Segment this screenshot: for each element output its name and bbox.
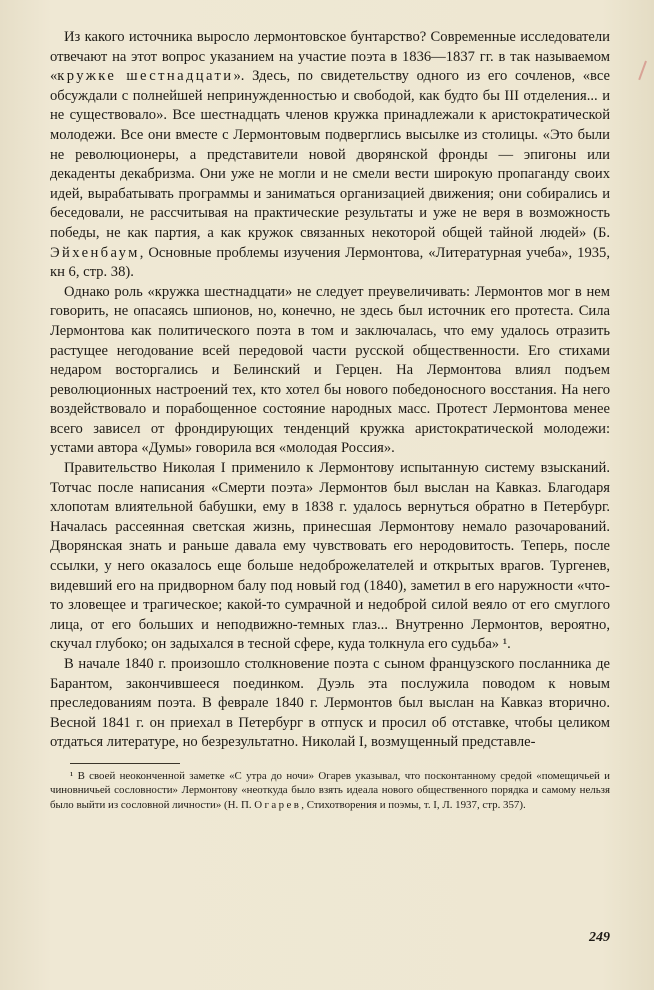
paragraph-1-text-a: Из какого источника выросло лермонтовское бунтарство? Современные исследователи отвечают на этот вопрос указанием на участие поэта в 1836—1837 гг. в так называемом « (50, 29, 610, 85)
pencil-mark (625, 56, 647, 80)
paragraph-2: Однако роль «кружка шестнадцати» не следует преувеличивать: Лермонтов мог в нем говорить, не опасаясь шпионов, но, конечно, не здесь был источник его протеста. Сила Лермонтова как политического поэта в том и заключалась, что ему удалось отразить растущее негодование всей передовой части русской общественности. Его стихами недаром восторгались и Белинский и Герцен. На Лермонтова влиял подъем революционных настроений тех, кто хотел бы нового победоносного восстания. На него воздействовало и порабощенное состояние народных масс. Протест Лермонтова менее всего зависел от фрондирующих тенденций кружка аристократической молодежи: устами автора «Думы» говорила вся «молодая Россия». (50, 283, 610, 457)
footnote-author-spaced: Огарев (254, 798, 302, 811)
paragraph-1-text-c: , Основные проблемы изучения Лермонтова, «Литературная учеба», 1935, кн 6, стр. 38). (50, 244, 610, 281)
paragraph-4: В начале 1840 г. произошло столкновение поэта с сыном французского посланника де Барантом, закончившееся поединком. Дуэль эта послужила поводом к новым преследованиям поэта. В феврале 1840 г. Лермонтов был выслан на Кавказ вторично. Весной 1841 г. он приехал в Петербург в отпуск и просил об отставке, чтобы целиком отдаться литературе, но безрезультатно. Николай I, возмущенный представле- (50, 656, 610, 751)
paragraph-1-text-b: ». Здесь, по свидетельству одного из его сочленов, «все обсуждали с полнейшей непринужденностью и свободой, как будто бы III отделения... и не существовало». Все шестнадцать членов кружка принадлежали к аристократической молодежи. Все они вместе с Лермонтовым подверглись высылке из столицы. «Это были не революционеры, а представители новой дворянской фронды — эпигоны или декаденты декабризма. Они уже не могли и не смели вести широкую пропаганду своих идей, вырабатывать программы и заниматься организацией движения; они собирались и беседовали, не рассчитывая на практические результаты и уже не веря в возможность победы, не как партия, а как кружок связанных некоторой общей тайной людей» (Б. (50, 68, 610, 241)
footnote (50, 769, 610, 812)
footnote-text-a: ¹ В своей неоконченной заметке «С утра до ночи» Огарев указывал, что посконтанному средой «помещичьей и чиновничьей сословности» Лермонтову «неоткуда было взять идеала нового общественного порядка и самому нельзя было выйти из сословной личности» (Н. П. (50, 769, 610, 811)
paragraph-1-spaced-term: кружке шестнадцати (57, 68, 234, 85)
page-number: 249 (589, 930, 610, 945)
author-name-spaced: Эйхенбаум (50, 244, 140, 261)
footnote-divider (70, 763, 180, 764)
paragraph-3: Правительство Николая I применило к Лермонтову испытанную систему взысканий. Тотчас после написания «Смерти поэта» Лермонтов был выслан на Кавказ. Благодаря хлопотам влиятельной бабушки, ему в 1838 г. удалось вернуться обратно в Петербург. Началась рассеянная светская жизнь, принесшая Лермонтову немало разочарований. Дворянская знать и раньше давала ему чувствовать его неродовитость. Теперь, после ссылки, у него оказалось еще больше недоброжелателей и открытых врагов. Тургенев, видевший его на придворном балу под новый год (1840), заметил в его наружности «что-то зловещее и трагическое; какой-то сумрачной и недоброй силой веяло от его смуглого лица, от его больших и неподвижно-темных глаз... Внутренно Лермонтов, вероятно, скучал глубоко; он задыхался в тесной сфере, куда толкнула его судьба» ¹. (50, 460, 610, 653)
paragraph-1 (50, 28, 610, 283)
footnote-text-b: , Стихотворения и поэмы, т. I, Л. 1937, стр. 357). (301, 798, 526, 811)
